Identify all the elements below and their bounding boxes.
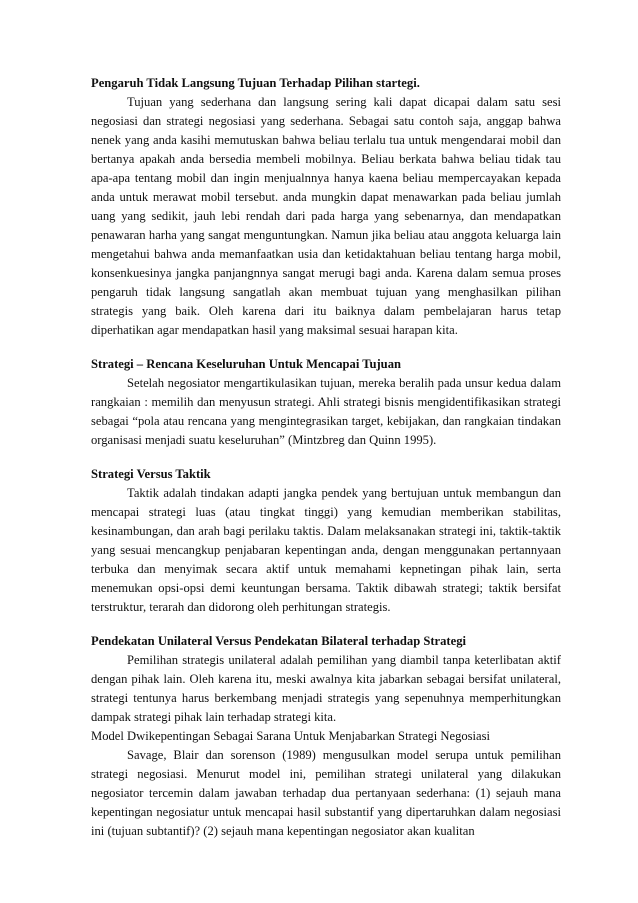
subheading-dual-concern-model: Model Dwikepentingan Sebagai Sarana Untuk Menjabarkan Strategi Negosiasi xyxy=(91,729,491,743)
section-paragraph-strategy-vs-tactic: Taktik adalah tindakan adapti jangka pendek yang bertujuan untuk membangun dan mencapai strategi luas (atau tingkat tinggi) yang kemudian memberikan stabilitas, kesinambungan, dan arah bagi perilaku taktis. Dalam melaksanakan strategi ini, taktik-taktik yang sesuai mencangkup penjabaran kepentingan anda, dengan menggunakan pertannyaan terbuka dan menyimak secara aktif untuk memahami kepnetingan pihak lain, serta menemukan opsi-opsi demi keuntungan bersama. Taktik dibawah strategi; taktik bersifat terstruktur, terarah dan didorong oleh perhitungan strategis. xyxy=(91,486,561,614)
section-paragraph-strategy-plan: Setelah negosiator mengartikulasikan tujuan, mereka beralih pada unsur kedua dalam rangkaian : memilih dan menyusun strategi. Ahli strategi bisnis mengidentifikasikan strategi sebagai “pola atau rencana yang mengintegrasikan target, kebijakan, dan rangkaian tindakan organisasi menjadi suatu keseluruhan” (Mintzbreg dan Quinn 1995). xyxy=(91,376,561,447)
section-heading-indirect-goals: Pengaruh Tidak Langsung Tujuan Terhadap Pilihan startegi. xyxy=(91,76,420,90)
section-heading-strategy-vs-tactic: Strategi Versus Taktik xyxy=(91,467,211,481)
section-paragraph-unilateral-bilateral: Pemilihan strategis unilateral adalah pemilihan yang diambil tanpa keterlibatan aktif dengan pihak lain. Oleh karena itu, meski awalnya kita jabarkan sebagai bersifat unilateral, strategi tentunya harus berkembang menjadi strategis yang sepenuhnya memperhitungkan dampak strategi pihak lain terhadap strategi kita. xyxy=(91,653,561,724)
section-gap xyxy=(91,340,561,355)
section-paragraph-indirect-goals: Tujuan yang sederhana dan langsung sering kali dapat dicapai dalam satu sesi negosiasi dan strategi negosiasi yang sederhana. Sebagai satu contoh saja, anggap bahwa nenek yang anda kasihi memutuskan bahwa beliau terlalu tua untuk mengendarai mobil dan bertanya apakah anda bersedia membeli mobilnya. Beliau berkata bahwa beliau tidak tau apa-apa tentang mobil dan ingin menjualnnya hanya kaena beliau mempercayakan kepada anda untuk merawat mobil tersebut. anda mungkin dapat menawarkan pada beliau jumlah uang yang sedikit, jauh lebi rendah dari pada harga yang sebenarnya, dan mendapatkan penawaran harha yang sangat menguntungkan. Namun jika beliau atau anggota keluarga lain mengetahui bahwa anda memanfaatkan usia dan ketidaktahuan beliau tentang harga mobil, konsenkuesinya jangka panjangnnya sangat merugi bagi anda. Karena dalam semua proses pengaruh tidak langsung sangatlah akan membuat tujuan yang menghasilkan pilihan strategis yang baik. Oleh karena dari itu baiknya dalam pembelajaran harus tetap diperhatikan agar mendapatkan hasil yang maksimal sesuai harapan kita. xyxy=(91,95,561,337)
section-gap xyxy=(91,617,561,632)
section-paragraph-dual-concern-model: Savage, Blair dan sorenson (1989) mengusulkan model serupa untuk pemilihan strategi negosiasi. Menurut model ini, pemilihan strategi unilateral yang dilakukan negosiator tercemin dalam jawaban terhadap dua pertanyaan sederhana: (1) sejauh mana kepentingan negosiatur untuk mencapai hasil substantif yang dipertaruhkan dalam negosiasi ini (tujuan subtantif)? (2) sejauh mana kepentingan negosiator akan kualitan xyxy=(91,748,561,838)
section-heading-strategy-plan: Strategi – Rencana Keseluruhan Untuk Mencapai Tujuan xyxy=(91,357,401,371)
section-heading-unilateral-bilateral: Pendekatan Unilateral Versus Pendekatan Bilateral terhadap Strategi xyxy=(91,634,467,648)
section-gap xyxy=(91,450,561,465)
